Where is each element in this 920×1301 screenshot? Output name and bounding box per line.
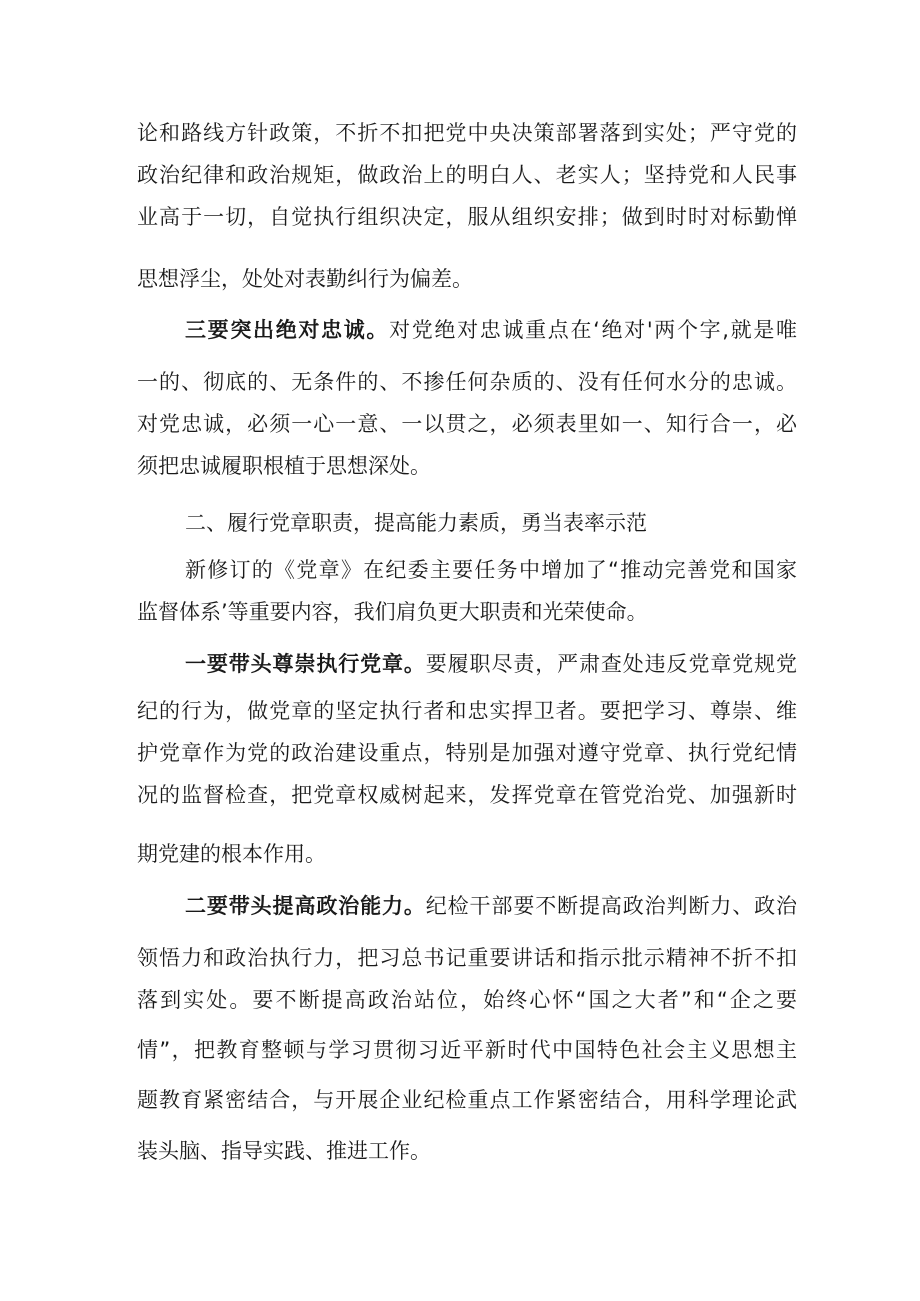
text-line: 对党忠诚，必须一心一意、一以贯之，必须表里如一、知行合一，必 xyxy=(137,412,797,436)
text-line: 情”，把教育整顿与学习贯彻习近平新时代中国特色社会主义思想主 xyxy=(137,1038,797,1062)
paragraph-heading: 三要突出绝对忠诚。 xyxy=(185,318,390,342)
text-line: 业高于一切，自觉执行组织决定，服从组织安排；做到时时对标勤惮 xyxy=(137,205,797,229)
text-line: 装头脑、指导实践、推进工作。 xyxy=(137,1139,431,1163)
text-line: 政治纪律和政治规矩，做政治上的明白人、老实人；坚持党和人民事 xyxy=(137,163,797,187)
paragraph-lead-line: 新修订的《党章》在纪委主要任务中增加了“推动完善党和国家 xyxy=(185,558,797,582)
text-line: 一的、彻底的、无条件的、不掺任何杂质的、没有任何水分的忠诚。 xyxy=(137,370,797,394)
text-line: 护党章作为党的政治建设重点，特别是加强对遵守党章、执行党纪情 xyxy=(137,741,797,765)
paragraph-lead-line: 二要带头提高政治能力。纪检干部要不断提高政治判断力、政治 xyxy=(185,894,798,918)
paragraph-lead-line: 三要突出绝对忠诚。对党绝对忠诚重点在‘绝对'两个字,就是唯 xyxy=(185,318,798,342)
text-line: 落到实处。要不断提高政治站位，始终心怀“国之大者”和“企之要 xyxy=(137,988,797,1012)
paragraph-heading: 二要带头提高政治能力。 xyxy=(185,894,426,918)
text-line: 思想浮尘，处处对表勤纠行为偏差。 xyxy=(137,267,473,291)
text-line: 领悟力和政治执行力，把习总书记重要讲话和指示批示精神不折不扣 xyxy=(137,946,797,970)
text-line: 论和路线方针政策，不折不扣把党中央决策部署落到实处；严守党的 xyxy=(137,121,797,145)
paragraph-lead-line: 一要带头尊崇执行党章。要履职尽责，严肃查处违反党章党规党 xyxy=(185,652,798,676)
text-line: 期党建的根本作用。 xyxy=(137,842,326,866)
text-line: 监督体系’等重要内容，我们肩负更大职责和光荣使命。 xyxy=(137,600,648,624)
text-line: 纪的行为，做党章的坚定执行者和忠实捍卫者。要把学习、尊崇、维 xyxy=(137,699,797,723)
text-line: 况的监督检查，把党章权威树起来，发挥党章在管党治党、加强新时 xyxy=(137,783,797,807)
text-line: 题教育紧密结合，与开展企业纪检重点工作紧密结合，用科学理论武 xyxy=(137,1088,797,1112)
text-line: 须把忠诚履职根植于思想深处。 xyxy=(137,454,431,478)
paragraph-heading: 一要带头尊崇执行党章。 xyxy=(185,652,426,676)
section-heading: 二、履行党章职责，提高能力素质，勇当表率示范 xyxy=(185,511,647,535)
